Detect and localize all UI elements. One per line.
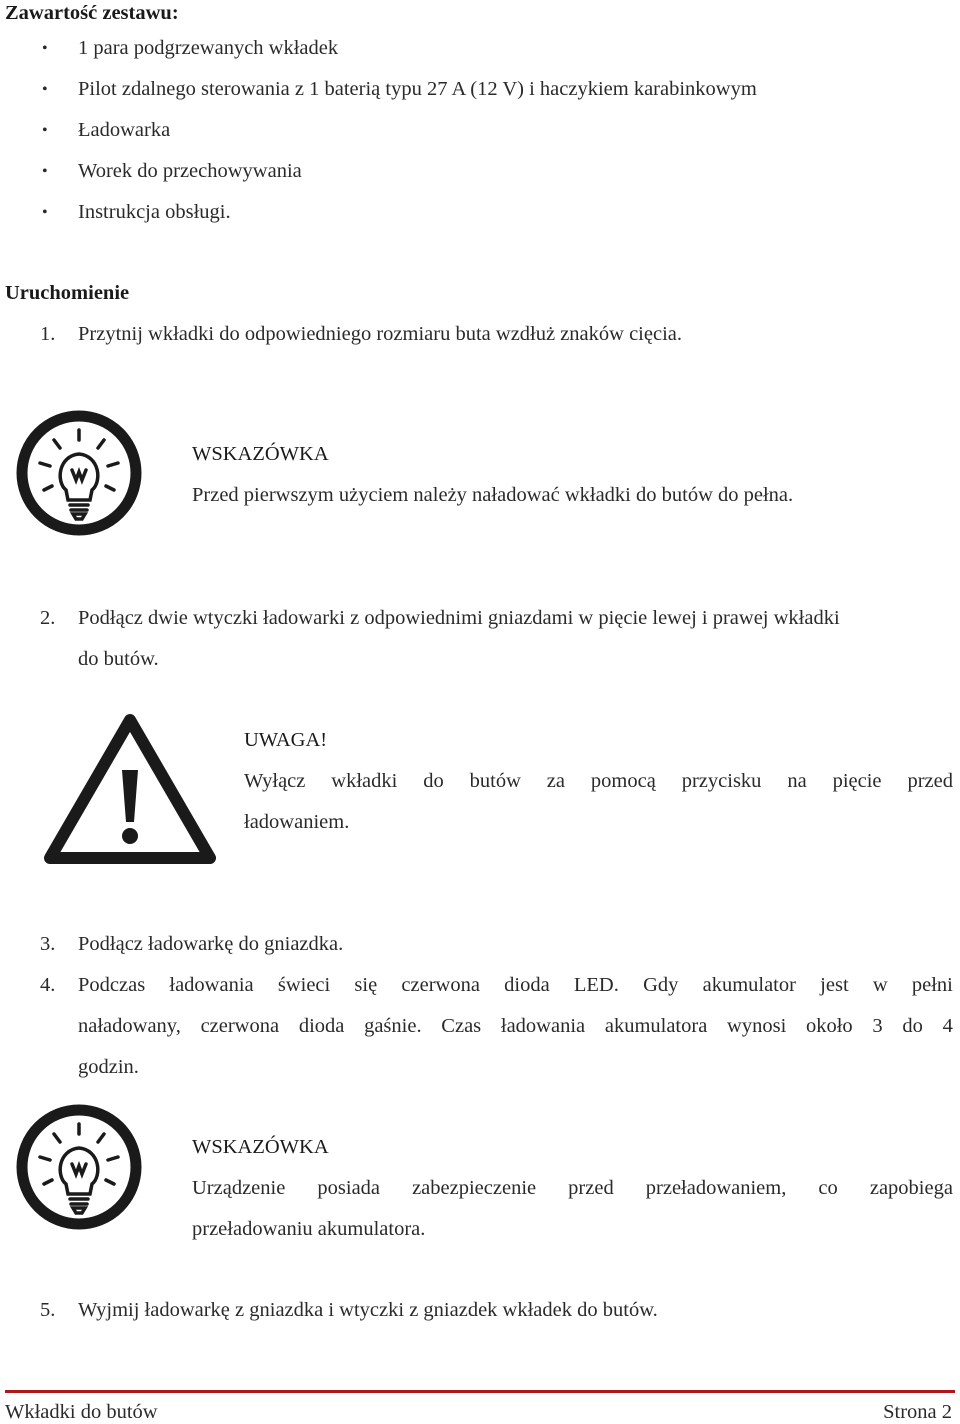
bullet-dot: • xyxy=(42,81,48,98)
warning-triangle-icon xyxy=(44,712,216,864)
step-text: Wyjmij ładowarkę z gniazdka i wtyczki z gniazdek wkładek do butów. xyxy=(78,1299,658,1321)
list-item-text: Worek do przechowywania xyxy=(78,160,302,182)
step-text: Podłącz dwie wtyczki ładowarki z odpowiednimi gniazdami w pięcie lewej i prawej wkładki xyxy=(78,607,840,629)
bullet-dot: • xyxy=(42,40,48,57)
step-number: 2. xyxy=(40,607,56,629)
tip-text: Przed pierwszym użyciem należy naładować wkładki do butów do pełna. xyxy=(192,484,794,506)
list-item-text: Instrukcja obsługi. xyxy=(78,201,231,223)
step-text-cont: godzin. xyxy=(78,1056,139,1078)
warning-word: do xyxy=(423,770,444,792)
startup-heading: Uruchomienie xyxy=(5,282,130,304)
tip-text-cont: przeładowaniu akumulatora. xyxy=(192,1218,426,1240)
contents-heading: Zawartość zestawu: xyxy=(5,2,179,24)
step-number: 4. xyxy=(40,974,56,996)
footer-title: Wkładki do butów xyxy=(5,1401,158,1423)
step-number: 5. xyxy=(40,1299,56,1321)
tip-title: WSKAZÓWKA xyxy=(192,1136,329,1158)
warning-text-cont: ładowaniem. xyxy=(244,811,350,833)
step-text: Podłącz ładowarkę do gniazdka. xyxy=(78,933,344,955)
bullet-dot: • xyxy=(42,204,48,221)
step-text: Podczas ładowania świeci się czerwona dioda LED. Gdy akumulator jest w pełni xyxy=(78,974,953,996)
footer-divider xyxy=(5,1390,955,1393)
footer-page-number: Strona 2 xyxy=(883,1401,952,1423)
lightbulb-icon xyxy=(14,408,144,538)
warning-word: na xyxy=(787,770,807,792)
step-text: Przytnij wkładki do odpowiedniego rozmiaru buta wzdłuż znaków cięcia. xyxy=(78,323,682,345)
list-item-text: Ładowarka xyxy=(78,119,171,141)
tip-title: WSKAZÓWKA xyxy=(192,443,329,465)
warning-word: pomocą xyxy=(590,770,656,792)
warning-word: za xyxy=(546,770,565,792)
warning-word: przycisku xyxy=(681,770,762,792)
warning-word: przed xyxy=(907,770,953,792)
warning-word: pięcie xyxy=(832,770,882,792)
bullet-dot: • xyxy=(42,163,48,180)
warning-word: wkładki xyxy=(331,770,398,792)
lightbulb-icon xyxy=(14,1102,144,1232)
warning-title: UWAGA! xyxy=(244,729,328,751)
step-text-cont: do butów. xyxy=(78,648,159,670)
list-item-text: Pilot zdalnego sterowania z 1 baterią typu 27 A (12 V) i haczykiem karabinkowym xyxy=(78,78,757,100)
step-number: 1. xyxy=(40,323,56,345)
bullet-dot: • xyxy=(42,122,48,139)
warning-word: butów xyxy=(469,770,521,792)
step-number: 3. xyxy=(40,933,56,955)
list-item-text: 1 para podgrzewanych wkładek xyxy=(78,37,339,59)
tip-text: Urządzenie posiada zabezpieczenie przed przeładowaniem, co zapobiega xyxy=(192,1177,953,1199)
warning-text xyxy=(244,770,953,793)
step-text-cont: naładowany, czerwona dioda gaśnie. Czas ładowania akumulatora wynosi około 3 do 4 xyxy=(78,1015,953,1037)
warning-word: Wyłącz xyxy=(244,770,306,792)
